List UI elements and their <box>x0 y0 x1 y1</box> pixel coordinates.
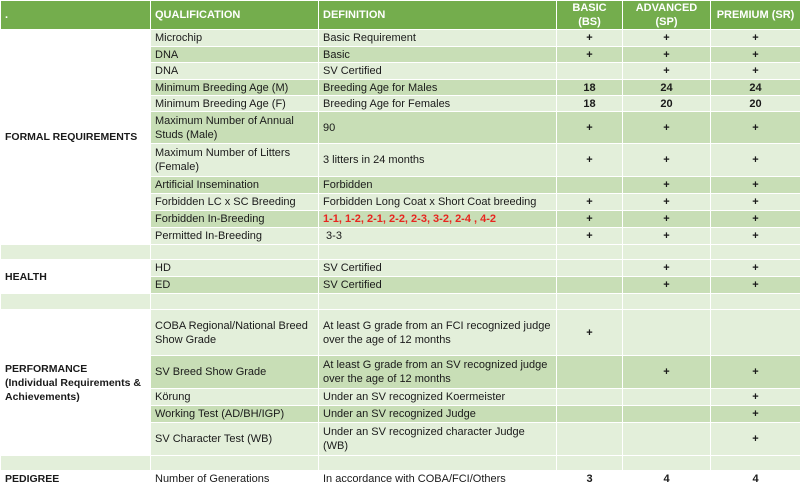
definition-cell: At least G grade from an SV recognized judge over the age of 12 months <box>319 356 557 389</box>
category-performance: PERFORMANCE (Individual Requirements & Achievements) <box>1 310 151 456</box>
basic-cell: + <box>557 30 623 47</box>
basic-cell: + <box>557 194 623 211</box>
advanced-cell: + <box>623 356 711 389</box>
spacer-row <box>1 245 800 260</box>
advanced-cell: + <box>623 260 711 277</box>
premium-cell: + <box>711 47 800 63</box>
premium-cell: + <box>711 194 800 211</box>
qualification-cell: Working Test (AD/BH/IGP) <box>151 406 319 423</box>
basic-cell <box>557 389 623 406</box>
spacer-cell <box>711 456 800 471</box>
definition-cell: Forbidden <box>319 177 557 194</box>
basic-cell: + <box>557 228 623 245</box>
basic-cell: + <box>557 47 623 63</box>
qualification-cell: DNA <box>151 47 319 63</box>
header-corner: . <box>1 1 151 30</box>
qualification-cell: Microchip <box>151 30 319 47</box>
header-advanced: ADVANCED (SP) <box>623 1 711 30</box>
forbidden-inbreeding-values: 1-1, 1-2, 2-1, 2-2, 2-3, 3-2, 2-4 , 4-2 <box>319 211 557 228</box>
qualification-cell: SV Character Test (WB) <box>151 423 319 456</box>
spacer-cell <box>711 245 800 260</box>
advanced-cell: + <box>623 30 711 47</box>
qualification-cell: Forbidden LC x SC Breeding <box>151 194 319 211</box>
advanced-cell: + <box>623 63 711 80</box>
header-premium: PREMIUM (SR) <box>711 1 800 30</box>
qualification-cell: Number of Generations <box>151 471 319 488</box>
qualification-cell: ED <box>151 277 319 294</box>
qualification-cell: Permitted In-Breeding <box>151 228 319 245</box>
premium-cell: 4 <box>711 471 800 488</box>
qualification-cell: Maximum Number of Litters (Female) <box>151 144 319 177</box>
premium-cell <box>711 310 800 356</box>
advanced-cell: + <box>623 144 711 177</box>
spacer-cell <box>1 294 151 310</box>
spacer-cell <box>623 294 711 310</box>
basic-cell <box>557 277 623 294</box>
qualification-cell: Körung <box>151 389 319 406</box>
table-row <box>1 30 800 47</box>
definition-cell: Breeding Age for Males <box>319 80 557 96</box>
spacer-cell <box>319 456 557 471</box>
spacer-cell <box>319 294 557 310</box>
definition-cell: Basic <box>319 47 557 63</box>
qualification-cell: Minimum Breeding Age (M) <box>151 80 319 96</box>
premium-cell: + <box>711 211 800 228</box>
basic-cell: 18 <box>557 80 623 96</box>
advanced-cell: + <box>623 211 711 228</box>
advanced-cell <box>623 310 711 356</box>
premium-cell: + <box>711 177 800 194</box>
premium-cell: + <box>711 389 800 406</box>
definition-cell: At least G grade from an FCI recognized judge over the age of 12 months <box>319 310 557 356</box>
basic-cell: 3 <box>557 471 623 488</box>
premium-cell: + <box>711 423 800 456</box>
advanced-cell: + <box>623 47 711 63</box>
definition-cell: Breeding Age for Females <box>319 96 557 112</box>
spacer-cell <box>151 294 319 310</box>
premium-cell: + <box>711 260 800 277</box>
basic-cell: + <box>557 211 623 228</box>
definition-cell: 90 <box>319 112 557 144</box>
basic-cell: + <box>557 144 623 177</box>
advanced-cell: + <box>623 194 711 211</box>
basic-cell: + <box>557 310 623 356</box>
basic-cell <box>557 356 623 389</box>
spacer-row <box>1 294 800 310</box>
header-row <box>1 1 800 30</box>
premium-cell: + <box>711 144 800 177</box>
advanced-cell: + <box>623 277 711 294</box>
category-health: HEALTH <box>1 260 151 294</box>
basic-cell: 18 <box>557 96 623 112</box>
basic-cell <box>557 177 623 194</box>
advanced-cell <box>623 389 711 406</box>
premium-cell: + <box>711 112 800 144</box>
premium-cell: + <box>711 406 800 423</box>
spacer-cell <box>1 456 151 471</box>
spacer-row <box>1 456 800 471</box>
spacer-cell <box>557 294 623 310</box>
advanced-cell <box>623 423 711 456</box>
premium-cell: 24 <box>711 80 800 96</box>
basic-cell <box>557 260 623 277</box>
category-formal: FORMAL REQUIREMENTS <box>1 30 151 245</box>
definition-cell: SV Certified <box>319 277 557 294</box>
basic-cell <box>557 63 623 80</box>
definition-cell: Under an SV recognized Judge <box>319 406 557 423</box>
definition-cell: Under an SV recognized character Judge (WB) <box>319 423 557 456</box>
spacer-cell <box>319 245 557 260</box>
table-row <box>1 260 800 277</box>
definition-cell: In accordance with COBA/FCI/Others <box>319 471 557 488</box>
definition-cell: SV Certified <box>319 260 557 277</box>
premium-cell: + <box>711 30 800 47</box>
spacer-cell <box>557 245 623 260</box>
premium-cell: 20 <box>711 96 800 112</box>
definition-cell: Under an SV recognized Koermeister <box>319 389 557 406</box>
advanced-cell: + <box>623 177 711 194</box>
table-row <box>1 310 800 356</box>
premium-cell: + <box>711 228 800 245</box>
header-definition: DEFINITION <box>319 1 557 30</box>
advanced-cell: + <box>623 228 711 245</box>
header-basic: BASIC (BS) <box>557 1 623 30</box>
qualification-cell: Minimum Breeding Age (F) <box>151 96 319 112</box>
advanced-cell: + <box>623 112 711 144</box>
qualification-cell: Forbidden In-Breeding <box>151 211 319 228</box>
spacer-cell <box>623 245 711 260</box>
qualification-cell: Artificial Insemination <box>151 177 319 194</box>
spacer-cell <box>623 456 711 471</box>
basic-cell: + <box>557 112 623 144</box>
definition-cell: 3-3 <box>319 228 557 245</box>
qualification-cell: SV Breed Show Grade <box>151 356 319 389</box>
advanced-cell <box>623 406 711 423</box>
premium-cell: + <box>711 277 800 294</box>
spacer-cell <box>151 245 319 260</box>
definition-cell: 3 litters in 24 months <box>319 144 557 177</box>
premium-cell: + <box>711 63 800 80</box>
qualification-cell: Maximum Number of Annual Studs (Male) <box>151 112 319 144</box>
advanced-cell: 4 <box>623 471 711 488</box>
definition-cell: SV Certified <box>319 63 557 80</box>
header-qualification: QUALIFICATION <box>151 1 319 30</box>
spacer-cell <box>557 456 623 471</box>
qualification-cell: DNA <box>151 63 319 80</box>
spacer-cell <box>1 245 151 260</box>
spacer-cell <box>711 294 800 310</box>
qualification-cell: HD <box>151 260 319 277</box>
category-pedigree: PEDIGREE <box>1 471 151 488</box>
definition-cell: Forbidden Long Coat x Short Coat breeding <box>319 194 557 211</box>
spacer-cell <box>151 456 319 471</box>
advanced-cell: 24 <box>623 80 711 96</box>
basic-cell <box>557 406 623 423</box>
qualification-cell: COBA Regional/National Breed Show Grade <box>151 310 319 356</box>
basic-cell <box>557 423 623 456</box>
premium-cell: + <box>711 356 800 389</box>
definition-cell: Basic Requirement <box>319 30 557 47</box>
advanced-cell: 20 <box>623 96 711 112</box>
